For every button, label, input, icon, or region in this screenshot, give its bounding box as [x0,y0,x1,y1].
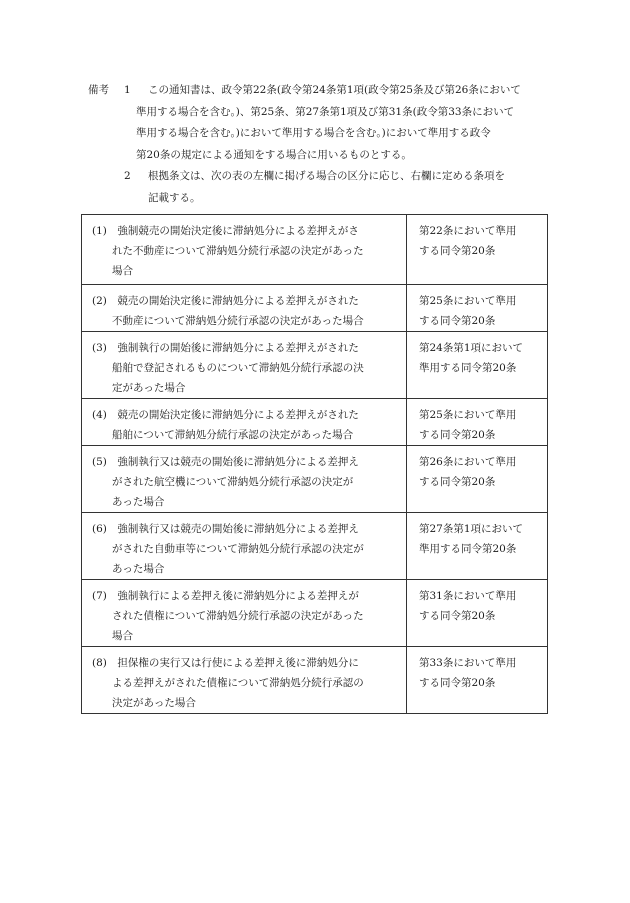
remark-item-2 [88,166,558,209]
provision-text-line: 第26条において準用 [419,456,517,468]
provision-text-line: 準用する同令第20条 [419,362,517,374]
remark-item-1 [88,80,558,166]
table-row [82,285,548,332]
case-text-line: (4) 競売の開始決定後に滞納処分による差押えがされた [92,409,359,421]
provision-text-line: する同令第20条 [419,245,496,257]
case-cell [82,580,407,647]
case-text-line: (6) 強制執行又は競売の開始後に滞納処分による差押え [92,523,359,535]
case-cell [82,647,407,714]
table-row [82,513,548,580]
case-text-line: 場合 [112,265,133,277]
provision-text-line: 第25条において準用 [419,295,517,307]
case-text-line: れた不動産について滞納処分続行承認の決定があった [112,245,364,257]
provision-text-line: 第25条において準用 [419,409,517,421]
provision-table [81,214,548,714]
remark-line: 準用する場合を含む。)、第25条、第27条第1項及び第31条(政令第33条において [136,105,515,118]
provision-cell [407,513,548,580]
case-text-line: (2) 競売の開始決定後に滞納処分による差押えがされた [92,295,359,307]
provision-text-line: する同令第20条 [419,677,496,689]
case-text-line: がされた航空機について滞納処分続行承認の決定が [112,476,354,488]
case-cell [82,215,407,285]
provision-table-body [82,215,548,714]
provision-cell [407,446,548,513]
case-text-line: がされた自動車等について滞納処分続行承認の決定が [112,543,364,555]
case-text-line: (3) 強制執行の開始後に滞納処分による差押えがされた [92,342,359,354]
case-cell [82,399,407,446]
table-row [82,332,548,399]
remark-text [138,80,558,166]
case-text-line: あった場合 [112,563,165,575]
case-text-line: された債権について滞納処分続行承認の決定があった [112,610,364,622]
provision-cell [407,215,548,285]
case-cell [82,513,407,580]
provision-cell [407,285,548,332]
provision-text-line: 第22条において準用 [419,225,517,237]
provision-cell [407,580,548,647]
case-text-line: あった場合 [112,496,165,508]
case-text-line: (5) 強制執行又は競売の開始後に滞納処分による差押え [92,456,359,468]
remarks-section [88,80,558,209]
provision-cell [407,399,548,446]
case-cell [82,446,407,513]
case-cell [82,332,407,399]
case-cell [82,285,407,332]
case-text-line: 船舶について滞納処分続行承認の決定があった場合 [112,429,354,441]
remark-line: 根拠条文は、次の表の左欄に掲げる場合の区分に応じ、右欄に定める条項を [148,170,505,182]
provision-text-line: する同令第20条 [419,610,496,622]
remark-line: 第20条の規定による通知をする場合に用いるものとする。 [136,148,412,161]
provision-text-line: する同令第20条 [419,429,496,441]
case-text-line: (8) 担保権の実行又は行使による差押え後に滞納処分に [92,657,359,669]
provision-cell [407,647,548,714]
case-text-line: (1) 強制競売の開始決定後に滞納処分による差押えがさ [92,225,359,237]
remark-text [138,166,558,209]
remark-line: この通知書は、政令第22条(政令第24条第1項(政令第25条及び第26条において [148,84,521,96]
provision-text-line: 第33条において準用 [419,657,517,669]
provision-text-line: 第27条第1項において [419,523,524,535]
provision-text-line: する同令第20条 [419,476,496,488]
provision-text-line: する同令第20条 [419,315,496,327]
remark-number: 2 [124,170,131,182]
provision-text-line: 第24条第1項において [419,342,524,354]
table-row [82,399,548,446]
table-row [82,215,548,285]
remarks-heading: 備考 [88,84,109,96]
remark-number: 1 [124,84,131,96]
table-row [82,446,548,513]
case-text-line: (7) 強制執行による差押え後に滞納処分による差押えが [92,590,359,602]
remark-line: 準用する場合を含む。)において準用する場合を含む。)において準用する政令 [136,127,491,139]
case-text-line: 決定があった場合 [112,697,196,709]
case-text-line: 不動産について滞納処分続行承認の決定があった場合 [112,315,364,327]
table-row [82,580,548,647]
provision-cell [407,332,548,399]
case-text-line: よる差押えがされた債権について滞納処分続行承認の [112,677,364,689]
case-text-line: 船舶で登記されるものについて滞納処分続行承認の決 [112,362,364,374]
provision-text-line: 第31条において準用 [419,590,517,602]
remark-line: 記載する。 [148,191,201,204]
table-row [82,647,548,714]
provision-text-line: 準用する同令第20条 [419,543,517,555]
case-text-line: 定があった場合 [112,382,186,394]
case-text-line: 場合 [112,630,133,642]
